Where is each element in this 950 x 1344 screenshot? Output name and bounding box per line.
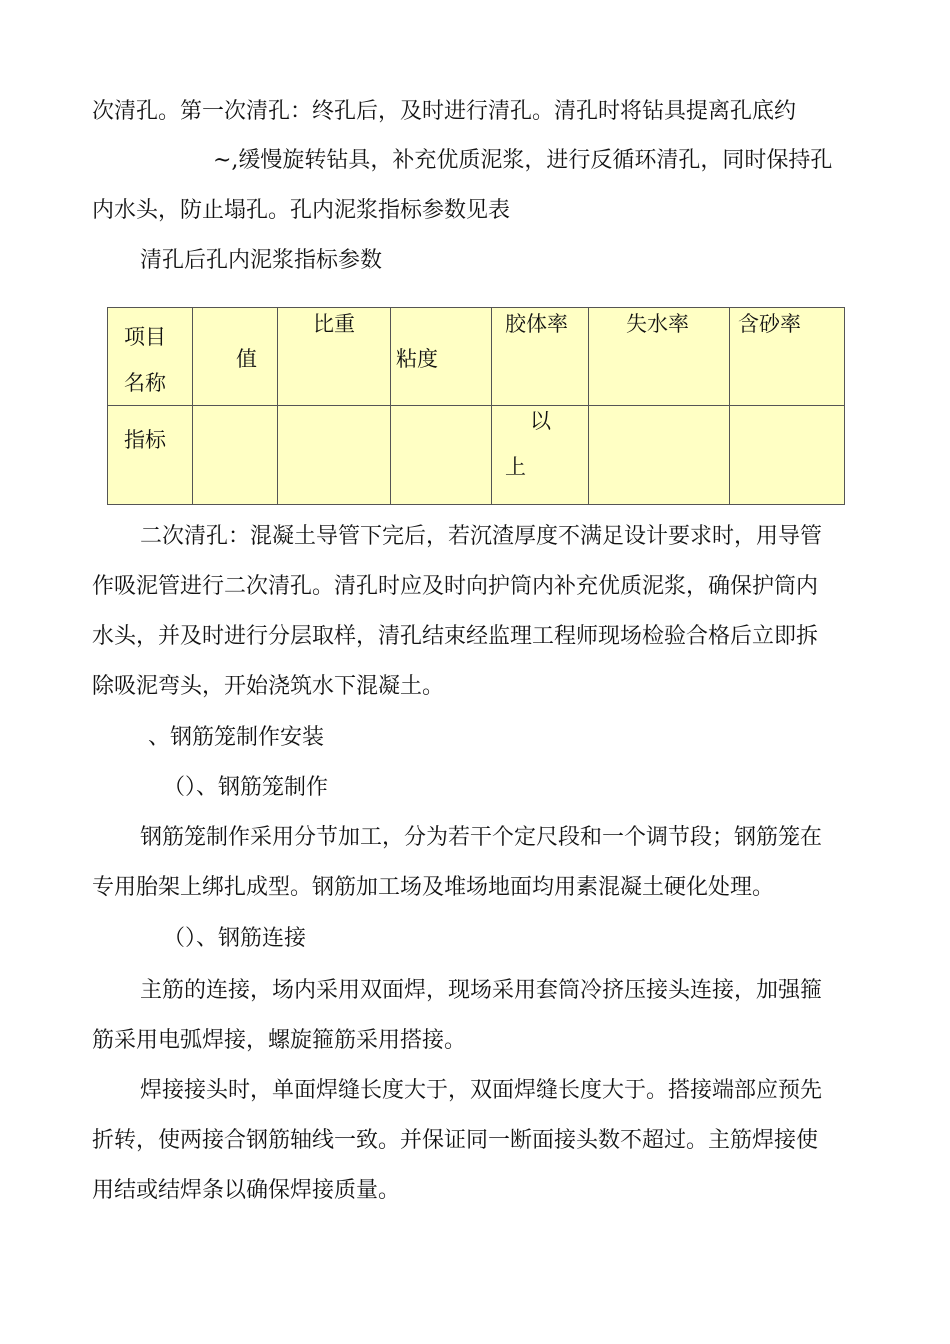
table-cell	[391, 308, 492, 406]
paragraph-line: 二次清孔：混凝土导管下完后，若沉渣厚度不满足设计要求时，用导管	[140, 524, 823, 549]
paragraph-line: 焊接接头时，单面焊缝长度大于，双面焊缝长度大于。搭接端部应预先	[140, 1078, 823, 1103]
cell-colloid-value: 以	[530, 409, 551, 433]
cell-colloid-value: 上	[505, 455, 526, 479]
paragraph-line: 钢筋笼制作采用分节加工，分为若干个定尺段和一个调节段；钢筋笼在	[140, 825, 823, 850]
table-cell	[278, 406, 391, 505]
table-cell	[108, 406, 193, 505]
table-caption: 清孔后孔内泥浆指标参数	[140, 248, 383, 273]
table-cell	[278, 308, 391, 406]
paragraph-line: 主筋的连接，场内采用双面焊，现场采用套筒冷挤压接头连接，加强箍	[140, 978, 823, 1003]
row-label-index: 指标	[124, 428, 166, 452]
header-specific-gravity: 比重	[313, 312, 355, 336]
paragraph-line: 内水头，防止塌孔。孔内泥浆指标参数见表	[92, 198, 511, 223]
paragraph-line: 用结或结焊条以确保焊接质量。	[92, 1178, 401, 1203]
paragraph-line: 除吸泥弯头，开始浇筑水下混凝土。	[92, 674, 445, 699]
paragraph-line: 次清孔。第一次清孔：终孔后，及时进行清孔。清孔时将钻具提离孔底约	[92, 99, 797, 124]
paragraph-line: 筋采用电弧焊接，螺旋箍筋采用搭接。	[92, 1028, 467, 1053]
header-value: 值	[236, 347, 257, 371]
header-item-name: 名称	[124, 371, 166, 395]
table-cell	[730, 308, 845, 406]
paragraph-line: 专用胎架上绑扎成型。钢筋加工场及堆场地面均用素混凝土硬化处理。	[92, 875, 775, 900]
table-cell	[589, 406, 730, 505]
paragraph-line: 作吸泥管进行二次清孔。清孔时应及时向护筒内补充优质泥浆，确保护筒内	[92, 574, 819, 599]
header-item-name: 项目	[124, 325, 166, 349]
sub-heading: （）、钢筋笼制作	[163, 775, 329, 800]
section-heading: 、钢筋笼制作安装	[148, 725, 325, 750]
table-cell	[193, 406, 278, 505]
header-water-loss: 失水率	[626, 312, 689, 336]
header-sand-content: 含砂率	[738, 312, 801, 336]
table-cell	[193, 308, 278, 406]
table-row	[108, 406, 845, 505]
header-viscosity: 粘度	[396, 347, 438, 371]
paragraph-line: 折转，使两接合钢筋轴线一致。并保证同一断面接头数不超过。主筋焊接使	[92, 1128, 819, 1153]
table-cell	[730, 406, 845, 505]
table-cell	[492, 406, 589, 505]
table-cell	[108, 308, 193, 406]
sub-heading: （）、钢筋连接	[163, 926, 307, 951]
table-cell	[589, 308, 730, 406]
table-header-row	[108, 308, 845, 406]
header-colloid-rate: 胶体率	[505, 312, 568, 336]
table-cell	[492, 308, 589, 406]
table-cell	[391, 406, 492, 505]
mud-index-table	[107, 307, 845, 505]
paragraph-line: 水头，并及时进行分层取样，清孔结束经监理工程师现场检验合格后立即拆	[92, 624, 819, 649]
paragraph-line: ~,缓慢旋转钻具，补充优质泥浆，进行反循环清孔，同时保持孔	[213, 148, 833, 173]
